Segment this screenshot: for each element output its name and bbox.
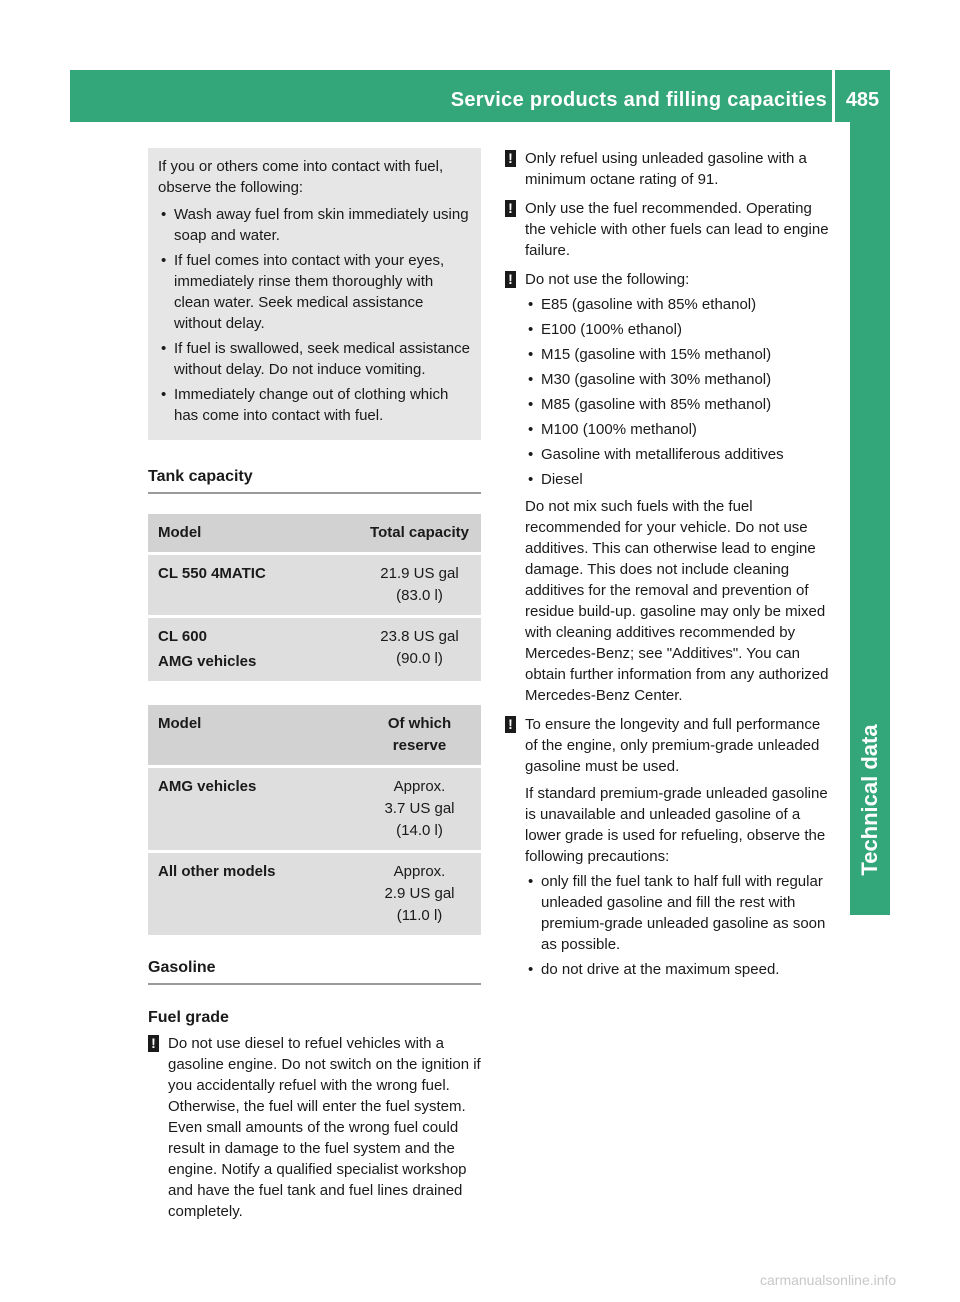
exclamation-icon: !	[148, 1035, 159, 1052]
list-item: • Diesel	[525, 469, 835, 490]
gasoline-heading: Gasoline	[148, 959, 481, 985]
list-item: • do not drive at the maximum speed.	[525, 959, 835, 980]
warning-item: • Wash away fuel from skin immediately using soap and water.	[158, 204, 471, 246]
page-header	[70, 70, 890, 122]
list-item: • E100 (100% ethanol)	[525, 319, 835, 340]
table-row	[148, 617, 481, 682]
model-name: All other models	[158, 863, 276, 880]
note-text: Do not use diesel to refuel vehicles with a gasoline engine. Do not switch on the ignition if you accidentally refuel with the wrong fuel. Otherwise, the fuel will enter the fuel system. Even small amounts of the wrong fuel could result in damage to the fuel system and the engine. Notify a qualified specialist workshop and have the fuel tank and fuel lines drained completely.	[168, 1035, 481, 1220]
header-title: Service products and filling capacities	[450, 89, 827, 111]
warning-intro: If you or others come into contact with fuel, observe the following:	[158, 158, 444, 196]
note-premium	[505, 714, 835, 980]
reserve-approx: Approx.	[393, 778, 446, 795]
warning-item: • If fuel comes into contact with your eyes, immediately rinse them thoroughly with clean water. Seek medical assistance without delay.	[158, 250, 471, 334]
exclamation-icon: !	[505, 200, 516, 217]
list-item: • E85 (gasoline with 85% ethanol)	[525, 294, 835, 315]
model-name: CL 550 4MATIC	[158, 565, 266, 582]
model-name: AMG vehicles	[158, 778, 257, 795]
warning-box	[148, 148, 481, 440]
exclamation-icon: !	[505, 271, 516, 288]
reserve-value-liters: (11.0 l)	[396, 907, 443, 924]
note-text: To ensure the longevity and full performance of the engine, only premium-grade unleaded gasoline must be used.	[525, 716, 821, 775]
table-row	[148, 767, 481, 852]
capacity-value-liters: (90.0 l)	[396, 650, 443, 667]
note-octane	[505, 148, 835, 190]
note-intro: Do not use the following:	[525, 271, 690, 288]
warning-item: • If fuel is swallowed, seek medical assistance without delay. Do not induce vomiting.	[158, 338, 471, 380]
list-item: • M15 (gasoline with 15% methanol)	[525, 344, 835, 365]
reserve-value-liters: (14.0 l)	[396, 822, 443, 839]
exclamation-icon: !	[505, 716, 516, 733]
prohibited-fuel-list	[525, 294, 835, 490]
table-header-model: Model	[148, 705, 358, 767]
model-name: CL 600	[158, 628, 207, 645]
note-text: Only use the fuel recommended. Operating the vehicle with other fuels can lead to engine failure.	[525, 200, 829, 259]
table-row	[148, 554, 481, 617]
tank-capacity-heading: Tank capacity	[148, 468, 481, 494]
table-header-reserve: Of which reserve	[358, 705, 481, 767]
table-header-total-capacity: Total capacity	[358, 514, 481, 554]
list-item: • M30 (gasoline with 30% methanol)	[525, 369, 835, 390]
capacity-value-liters: (83.0 l)	[396, 587, 443, 604]
model-name: AMG vehicles	[158, 653, 257, 670]
reserve-value: 2.9 US gal	[384, 885, 455, 902]
warning-item: • Immediately change out of clothing which has come into contact with fuel.	[158, 384, 471, 426]
watermark: carmanualsonline.info	[760, 1272, 897, 1288]
precaution-list	[525, 871, 835, 980]
table-header-model: Model	[148, 514, 358, 554]
reserve-table	[148, 705, 481, 935]
note-diesel	[148, 1033, 481, 1222]
note-do-not-use	[505, 269, 835, 706]
left-column	[148, 148, 481, 1230]
fuel-grade-heading: Fuel grade	[148, 1009, 229, 1026]
table-row	[148, 852, 481, 936]
capacity-value: 23.8 US gal	[380, 628, 459, 645]
right-column	[505, 148, 835, 988]
exclamation-icon: !	[505, 150, 516, 167]
page-number: 485	[845, 89, 880, 111]
list-item: • M100 (100% methanol)	[525, 419, 835, 440]
reserve-approx: Approx.	[393, 863, 446, 880]
side-tab-label: Technical data	[857, 724, 882, 876]
note-body: Do not mix such fuels with the fuel recommended for your vehicle. Do not use additives. This can otherwise lead to engine damage. This does not include cleaning additives for the removal and prevention of residue build-up. gasoline may only be mixed with cleaning additives recommended by Mercedes-Benz; see "Additives". You can obtain further information from any authorized Mercedes-Benz Center.	[525, 498, 829, 704]
total-capacity-table	[148, 514, 481, 681]
note-recommended-fuel	[505, 198, 835, 261]
list-item: • M85 (gasoline with 85% methanol)	[525, 394, 835, 415]
capacity-value: 21.9 US gal	[380, 565, 459, 582]
reserve-value: 3.7 US gal	[384, 800, 455, 817]
note-body: If standard premium-grade unleaded gasoline is unavailable and unleaded gasoline of a lower grade is used for refueling, observe the following precautions:	[525, 785, 828, 865]
note-text: Only refuel using unleaded gasoline with a minimum octane rating of 91.	[525, 150, 807, 188]
list-item: • only fill the fuel tank to half full with regular unleaded gasoline and fill the rest with premium-grade unleaded gasoline as soon as possible.	[525, 871, 835, 955]
list-item: • Gasoline with metalliferous additives	[525, 444, 835, 465]
